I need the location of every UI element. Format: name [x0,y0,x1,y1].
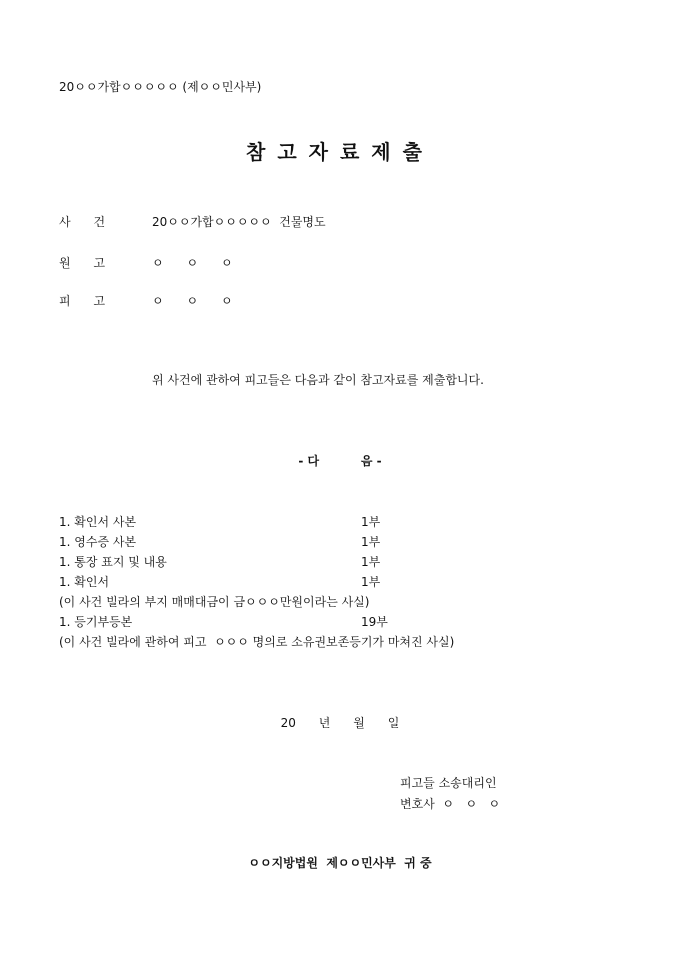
party-value-case: 20ㅇㅇ가합ㅇㅇㅇㅇㅇ 건물명도 [152,215,326,229]
case-number-header: 20ㅇㅇ가합ㅇㅇㅇㅇㅇ (제ㅇㅇ민사부) [59,80,262,94]
list-item: 1. 확인서 [59,575,110,589]
section-heading: - 다 음 - [298,454,382,468]
list-item: 1. 통장 표지 및 내용 [59,555,167,569]
party-value-plaintiff: ㅇ ㅇ ㅇ [152,256,233,270]
intro-sentence: 위 사건에 관하여 피고들은 다음과 같이 참고자료를 제출합니다. [152,373,484,387]
party-value-defendant: ㅇ ㅇ ㅇ [152,294,233,308]
list-item-qty: 19부 [361,615,388,629]
list-item: 1. 등기부등본 [59,615,133,629]
list-item: 1. 확인서 사본 [59,515,137,529]
party-label-plaintiff: 원 고 [59,256,106,270]
list-item: 1. 영수증 사본 [59,535,137,549]
agent-name: 변호사 ㅇ ㅇ ㅇ [400,797,501,811]
list-item-qty: 1부 [361,575,381,589]
date-line: 20 년 월 일 [280,716,400,730]
list-item-note: (이 사건 빌라의 부지 매매대금이 금ㅇㅇㅇ만원이라는 사실) [59,595,370,609]
court-addressee: ㅇㅇ지방법원 제ㅇㅇ민사부 귀 중 [248,856,432,870]
list-item-qty: 1부 [361,555,381,569]
party-label-case: 사 건 [59,215,106,229]
agent-title: 피고들 소송대리인 [400,776,497,790]
list-item-qty: 1부 [361,535,381,549]
list-item-note: (이 사건 빌라에 관하여 피고 ㅇㅇㅇ 명의로 소유권보존등기가 마쳐진 사실) [59,635,455,649]
list-item-qty: 1부 [361,515,381,529]
party-label-defendant: 피 고 [59,294,106,308]
document-title: 참고자료제출 [246,140,434,164]
